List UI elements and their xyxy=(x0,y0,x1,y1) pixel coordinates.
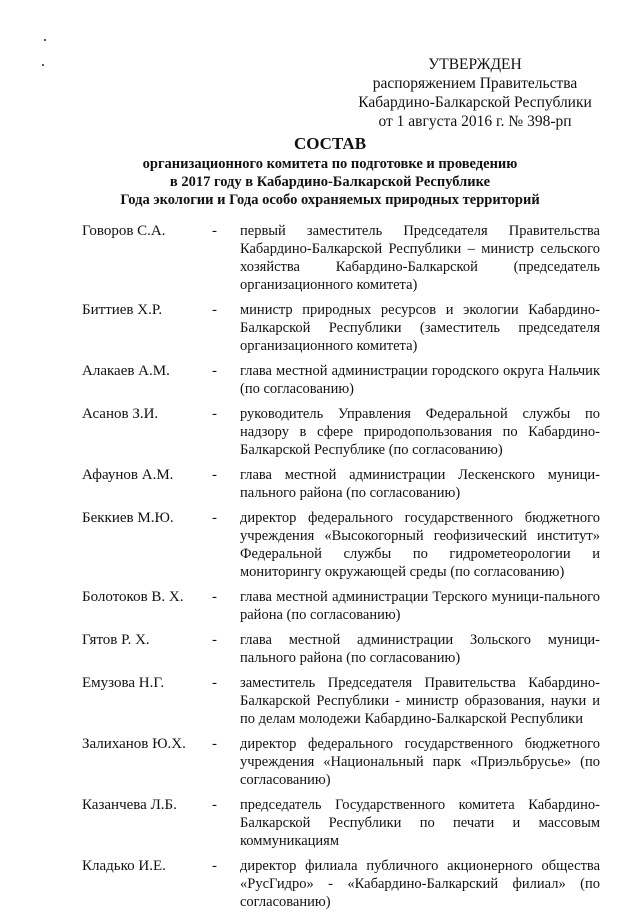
member-row xyxy=(82,631,602,667)
member-dash: - xyxy=(212,406,217,422)
member-name: Залиханов Ю.Х. xyxy=(82,736,186,752)
document-title xyxy=(60,133,600,209)
member-dash: - xyxy=(212,589,217,605)
member-role: заместитель Председателя Правительства Кабардино-Балкарской Республики - министр образования, науки и по делам молодежи Кабардино-Балкарской Республики xyxy=(240,675,600,727)
member-dash: - xyxy=(212,675,217,691)
member-name: Асанов З.И. xyxy=(82,406,159,422)
approval-block xyxy=(350,55,600,131)
member-dash: - xyxy=(212,736,217,752)
member-name: Беккиев М.Ю. xyxy=(82,510,174,526)
scan-speck xyxy=(44,39,46,41)
member-row xyxy=(82,796,602,850)
member-dash: - xyxy=(212,510,217,526)
title-main: СОСТАВ xyxy=(293,134,367,153)
members-list xyxy=(82,222,602,918)
member-name: Алакаев А.М. xyxy=(82,363,170,379)
approval-line: от 1 августа 2016 г. № 398-рп xyxy=(378,113,572,130)
member-row xyxy=(82,735,602,789)
title-line: Года экологии и Года особо охраняемых природных территорий xyxy=(120,192,540,208)
member-row xyxy=(82,362,602,398)
member-row xyxy=(82,588,602,624)
member-role: глава местной администрации Лескенского муници-пального района (по согласованию) xyxy=(240,467,600,501)
member-dash: - xyxy=(212,363,217,379)
member-row xyxy=(82,857,602,911)
member-name: Болотоков В. Х. xyxy=(82,589,184,605)
member-name: Емузова Н.Г. xyxy=(82,675,165,691)
member-name: Кладько И.Е. xyxy=(82,858,166,874)
member-name: Говоров С.А. xyxy=(82,223,166,239)
member-role: директор федерального государственного бюджетного учреждения «Национальный парк «Приэльбрусье» (по согласованию) xyxy=(240,736,600,788)
approval-line: Кабардино-Балкарской Республики xyxy=(358,94,592,111)
member-role: глава местной администрации Терского муници-пального района (по согласованию) xyxy=(240,589,600,623)
title-line: организационного комитета по подготовке и проведению xyxy=(142,156,518,172)
member-role: руководитель Управления Федеральной службы по надзору в сфере природопользования по Кабардино-Балкарской Республике (по согласованию) xyxy=(240,406,600,458)
member-dash: - xyxy=(212,858,217,874)
member-row xyxy=(82,301,602,355)
member-name: Гятов Р. Х. xyxy=(82,632,150,648)
member-dash: - xyxy=(212,302,217,318)
member-dash: - xyxy=(212,797,217,813)
member-row xyxy=(82,466,602,502)
member-role: директор филиала публичного акционерного общества «РусГидро» - «Кабардино-Балкарский филиал» (по согласованию) xyxy=(240,858,600,910)
approval-heading: УТВЕРЖДЕН xyxy=(428,56,522,73)
member-role: министр природных ресурсов и экологии Кабардино-Балкарской Республики (заместитель председателя организационного комитета) xyxy=(240,302,600,354)
member-dash: - xyxy=(212,467,217,483)
member-role: председатель Государственного комитета Кабардино-Балкарской Республики по печати и массовым коммуникациям xyxy=(240,797,600,849)
member-dash: - xyxy=(212,223,217,239)
member-role: директор федерального государственного бюджетного учреждения «Высокогорный геофизический институт» Федеральной службы по гидрометеорологии и мониторингу окружающей среды (по согласованию) xyxy=(240,510,600,580)
member-row xyxy=(82,222,602,294)
approval-line: распоряжением Правительства xyxy=(372,75,578,92)
member-row xyxy=(82,509,602,581)
member-row xyxy=(82,674,602,728)
title-line: в 2017 году в Кабардино-Балкарской Республике xyxy=(169,174,491,190)
member-dash: - xyxy=(212,632,217,648)
member-name: Биттиев Х.Р. xyxy=(82,302,163,318)
member-role: первый заместитель Председателя Правительства Кабардино-Балкарской Республики – министр сельского хозяйства Кабардино-Балкарской (председатель организационного комитета) xyxy=(240,223,600,293)
member-name: Афаунов А.М. xyxy=(82,467,174,483)
member-role: глава местной администрации Зольского муници-пального района (по согласованию) xyxy=(240,632,600,666)
member-name: Казанчева Л.Б. xyxy=(82,797,177,813)
scan-speck xyxy=(42,64,44,66)
member-row xyxy=(82,405,602,459)
member-role: глава местной администрации городского округа Нальчик (по согласованию) xyxy=(240,363,600,397)
